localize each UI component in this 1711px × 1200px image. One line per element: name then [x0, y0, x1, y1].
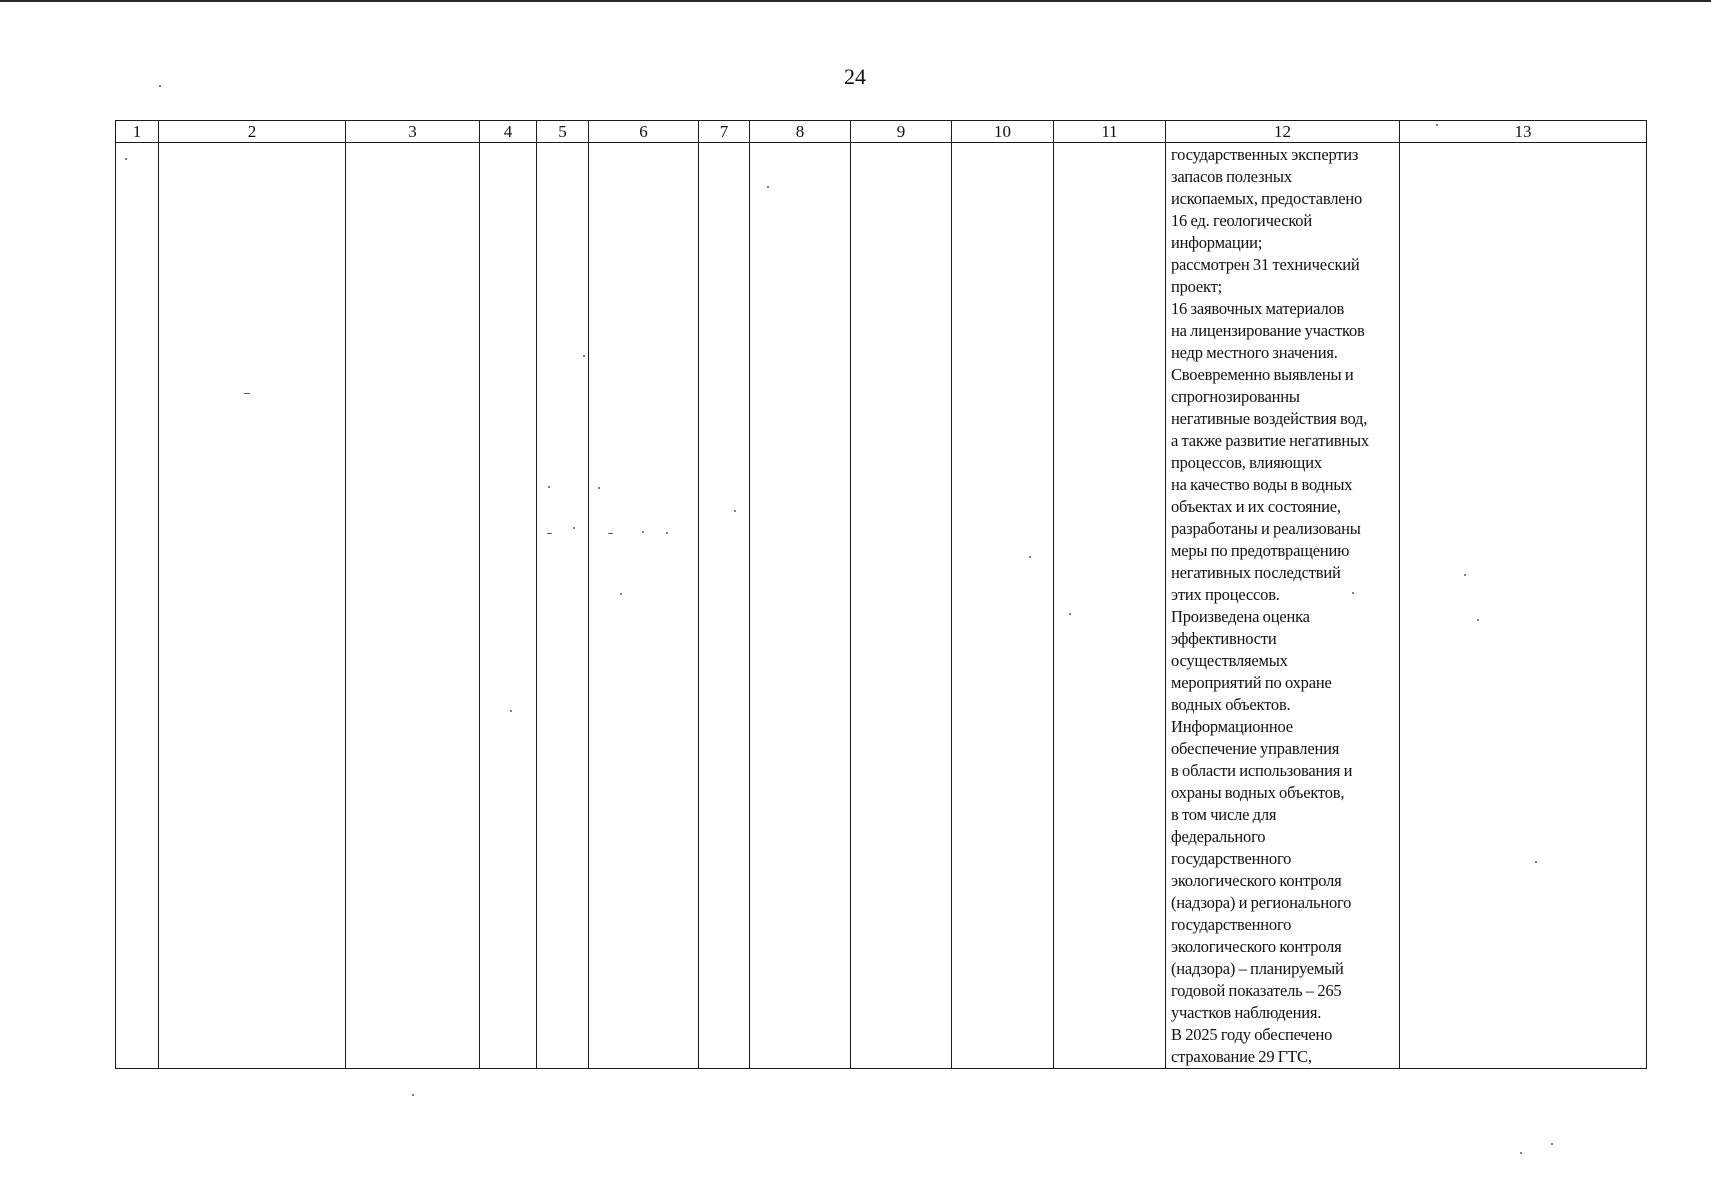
column12-text-line: эффективности [1171, 629, 1277, 648]
cell-col-7 [699, 143, 750, 1069]
scan-speck [125, 158, 127, 160]
column12-text-line: федерального [1171, 827, 1266, 846]
cell-col-3 [346, 143, 480, 1069]
column-header-12: 12 [1166, 121, 1400, 143]
cell-col-2 [159, 143, 346, 1069]
header-row [116, 121, 1647, 143]
column12-text-line: негативных последствий [1171, 563, 1341, 582]
cell-col-9 [851, 143, 952, 1069]
column-header-1: 1 [116, 121, 159, 143]
table-row [116, 143, 1647, 1069]
scan-speck [1352, 592, 1354, 594]
page-number: 24 [844, 64, 866, 89]
cell-col-11 [1054, 143, 1166, 1069]
column-header-5: 5 [537, 121, 589, 143]
column12-text-line: экологического контроля [1171, 871, 1342, 890]
column12-text-line: страхование 29 ГТС, [1171, 1047, 1312, 1066]
column12-text-line: 16 ед. геологической [1171, 211, 1312, 230]
scan-speck [608, 533, 613, 534]
column12-text-line: недр местного значения. [1171, 343, 1338, 362]
column12-text-line: этих процессов. [1171, 585, 1280, 604]
cell-col-1 [116, 143, 159, 1069]
cell-col-8 [750, 143, 851, 1069]
column12-text-line: спрогнозированны [1171, 387, 1300, 406]
cell-col-10 [952, 143, 1054, 1069]
column12-text-line: годовой показатель – 265 [1171, 981, 1342, 1000]
column12-text-line: Произведена оценка [1171, 607, 1310, 626]
column-header-6: 6 [589, 121, 699, 143]
scan-speck [244, 393, 250, 394]
column12-text-line: В 2025 году обеспечено [1171, 1025, 1333, 1044]
column12-text-line: запасов полезных [1171, 167, 1292, 186]
scan-speck [548, 486, 550, 488]
column12-text-line: Своевременно выявлены и [1171, 365, 1354, 384]
column12-text-line: ископаемых, предоставлено [1171, 189, 1363, 208]
column12-text-line: негативные воздействия вод, [1171, 409, 1368, 428]
column12-text-line: на качество воды в водных [1171, 475, 1353, 494]
cell-col-4 [480, 143, 537, 1069]
scan-speck [573, 527, 575, 529]
column12-text-line: в том числе для [1171, 805, 1277, 824]
cell-col-13 [1400, 143, 1647, 1069]
column12-text-line: на лицензирование участков [1171, 321, 1365, 340]
scan-speck [159, 85, 161, 87]
column12-text-line: в области использования и [1171, 761, 1353, 780]
scan-speck [620, 593, 622, 595]
scan-top-edge [0, 0, 1711, 2]
column-header-10: 10 [952, 121, 1054, 143]
column12-text-line: (надзора) – планируемый [1171, 959, 1344, 978]
column12-text-line: обеспечение управления [1171, 739, 1340, 758]
column12-text-line: участков наблюдения. [1171, 1003, 1322, 1022]
scan-speck [583, 355, 585, 357]
column12-text-line: экологического контроля [1171, 937, 1342, 956]
cell-col-5 [537, 143, 589, 1069]
scan-speck [1535, 861, 1537, 863]
column12-text-line: процессов, влияющих [1171, 453, 1322, 472]
cell-col-6 [589, 143, 699, 1069]
column12-text-line: осуществляемых [1171, 651, 1288, 670]
column-header-8: 8 [750, 121, 851, 143]
scan-speck [1069, 613, 1071, 615]
scan-speck [598, 487, 600, 489]
scan-speck [767, 186, 769, 188]
scan-speck [734, 510, 736, 512]
column12-text-line: разработаны и реализованы [1171, 519, 1361, 538]
column12-text-line: а также развитие негативных [1171, 431, 1369, 450]
column12-text-line: проект; [1171, 277, 1223, 296]
column12-text-line: информации; [1171, 233, 1263, 252]
column-header-7: 7 [699, 121, 750, 143]
column-header-13: 13 [1400, 121, 1647, 143]
column-header-2: 2 [159, 121, 346, 143]
column-header-4: 4 [480, 121, 537, 143]
column12-text-line: Информационное [1171, 717, 1293, 736]
scan-speck [642, 531, 644, 533]
column12-text-line: государственного [1171, 915, 1292, 934]
scan-speck [1029, 556, 1031, 558]
column12-text-line: государственных экспертиз [1171, 145, 1359, 164]
scan-speck [1436, 124, 1438, 126]
scan-speck [1464, 574, 1466, 576]
scan-speck [510, 710, 512, 712]
column12-text-line: охраны водных объектов, [1171, 783, 1345, 802]
scan-speck [666, 532, 668, 534]
column-header-11: 11 [1054, 121, 1166, 143]
column12-text-line: водных объектов. [1171, 695, 1291, 714]
cell-col-12 [1166, 143, 1400, 1069]
column12-text-line: государственного [1171, 849, 1292, 868]
scan-speck [1551, 1143, 1553, 1145]
column12-text-line: 16 заявочных материалов [1171, 299, 1345, 318]
column12-text-line: рассмотрен 31 технический [1171, 255, 1360, 274]
scan-speck [412, 1094, 414, 1096]
column-header-3: 3 [346, 121, 480, 143]
column12-text-line: мероприятий по охране [1171, 673, 1332, 692]
scan-speck [1477, 619, 1479, 621]
column12-text-line: (надзора) и регионального [1171, 893, 1352, 912]
scan-speck [547, 533, 552, 534]
column12-text-line: объектах и их состояние, [1171, 497, 1341, 516]
data-table [115, 120, 1647, 1069]
column12-text-line: меры по предотвращению [1171, 541, 1350, 560]
column-header-9: 9 [851, 121, 952, 143]
scan-speck [1520, 1152, 1522, 1154]
